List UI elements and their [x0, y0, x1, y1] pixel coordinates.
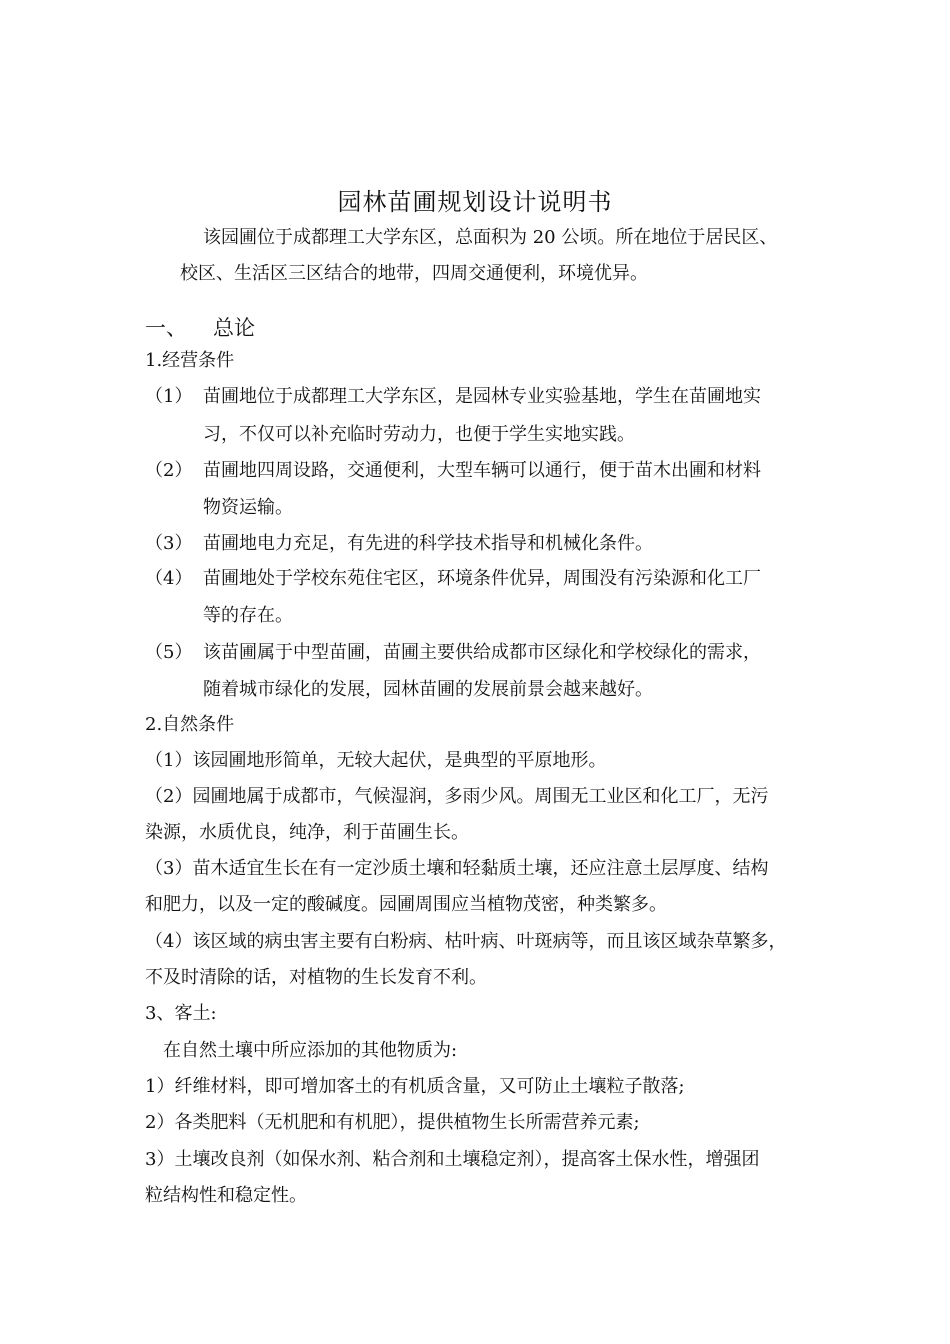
section-title: 总论	[213, 316, 255, 340]
document-title: 园林苗圃规划设计说明书	[337, 188, 613, 216]
list-item-number: （4）	[145, 568, 193, 589]
list-item-text: 苗圃地处于学校东苑住宅区，环境条件优异，周围没有污染源和化工厂	[203, 568, 761, 589]
list-item-continuation: 等的存在。	[203, 605, 293, 626]
subsection-title-natural: 2.自然条件	[145, 714, 235, 735]
paragraph-line: 和肥力，以及一定的酸碱度。园圃周围应当植物茂密，种类繁多。	[145, 894, 667, 915]
list-item-text: 该苗圃属于中型苗圃，苗圃主要供给成都市区绿化和学校绿化的需求，	[203, 642, 761, 663]
list-item-number: （3）	[145, 533, 193, 554]
list-item-text: 苗圃地位于成都理工大学东区，是园林专业实验基地，学生在苗圃地实	[203, 386, 761, 407]
list-item	[145, 385, 845, 409]
subsection-title-operating: 1.经营条件	[145, 350, 235, 371]
list-item-number: （5）	[145, 642, 193, 663]
paragraph-line: 在自然土壤中所应添加的其他物质为:	[163, 1040, 458, 1061]
list-item-number: （1）	[145, 386, 193, 407]
list-item-text: 苗圃地电力充足，有先进的科学技术指导和机械化条件。	[203, 533, 653, 554]
intro-line-2: 校区、生活区三区结合的地带，四周交通便利，环境优异。	[180, 263, 648, 284]
list-item	[145, 641, 845, 665]
paragraph-line: （4）该区域的病虫害主要有白粉病、枯叶病、叶斑病等，而且该区域杂草繁多，	[145, 931, 787, 952]
paragraph-line: 2）各类肥料（无机肥和有机肥），提供植物生长所需营养元素;	[145, 1112, 640, 1133]
paragraph-line: （2）园圃地属于成都市，气候湿润，多雨少风。周围无工业区和化工厂，无污	[145, 786, 769, 807]
list-item-continuation: 习，不仅可以补充临时劳动力，也便于学生实地实践。	[203, 424, 635, 445]
list-item-text: 苗圃地四周设路，交通便利，大型车辆可以通行，便于苗木出圃和材料	[203, 460, 761, 481]
paragraph-line: （1）该园圃地形简单，无较大起伏，是典型的平原地形。	[145, 750, 607, 771]
list-item	[145, 459, 845, 483]
section-number: 一、	[145, 316, 187, 340]
paragraph-line: 不及时清除的话，对植物的生长发育不利。	[145, 967, 487, 988]
list-item-number: （2）	[145, 460, 193, 481]
intro-line-1: 该园圃位于成都理工大学东区，总面积为 20 公顷。所在地位于居民区、	[203, 227, 778, 248]
paragraph-line: 染源，水质优良，纯净，利于苗圃生长。	[145, 822, 469, 843]
paragraph-line: 粒结构性和稳定性。	[145, 1185, 307, 1206]
subsection-title-soil: 3、客土:	[145, 1003, 217, 1024]
list-item	[145, 567, 845, 591]
list-item-continuation: 物资运输。	[203, 497, 293, 518]
list-item	[145, 532, 845, 556]
paragraph-line: 1）纤维材料，即可增加客土的有机质含量，又可防止土壤粒子散落;	[145, 1076, 685, 1097]
paragraph-line: 3）土壤改良剂（如保水剂、粘合剂和土壤稳定剂），提高客土保水性，增强团	[145, 1149, 760, 1170]
list-item-continuation: 随着城市绿化的发展，园林苗圃的发展前景会越来越好。	[203, 679, 653, 700]
section-heading	[145, 312, 445, 340]
paragraph-line: （3）苗木适宜生长在有一定沙质土壤和轻黏质土壤，还应注意土层厚度、结构	[145, 858, 769, 879]
